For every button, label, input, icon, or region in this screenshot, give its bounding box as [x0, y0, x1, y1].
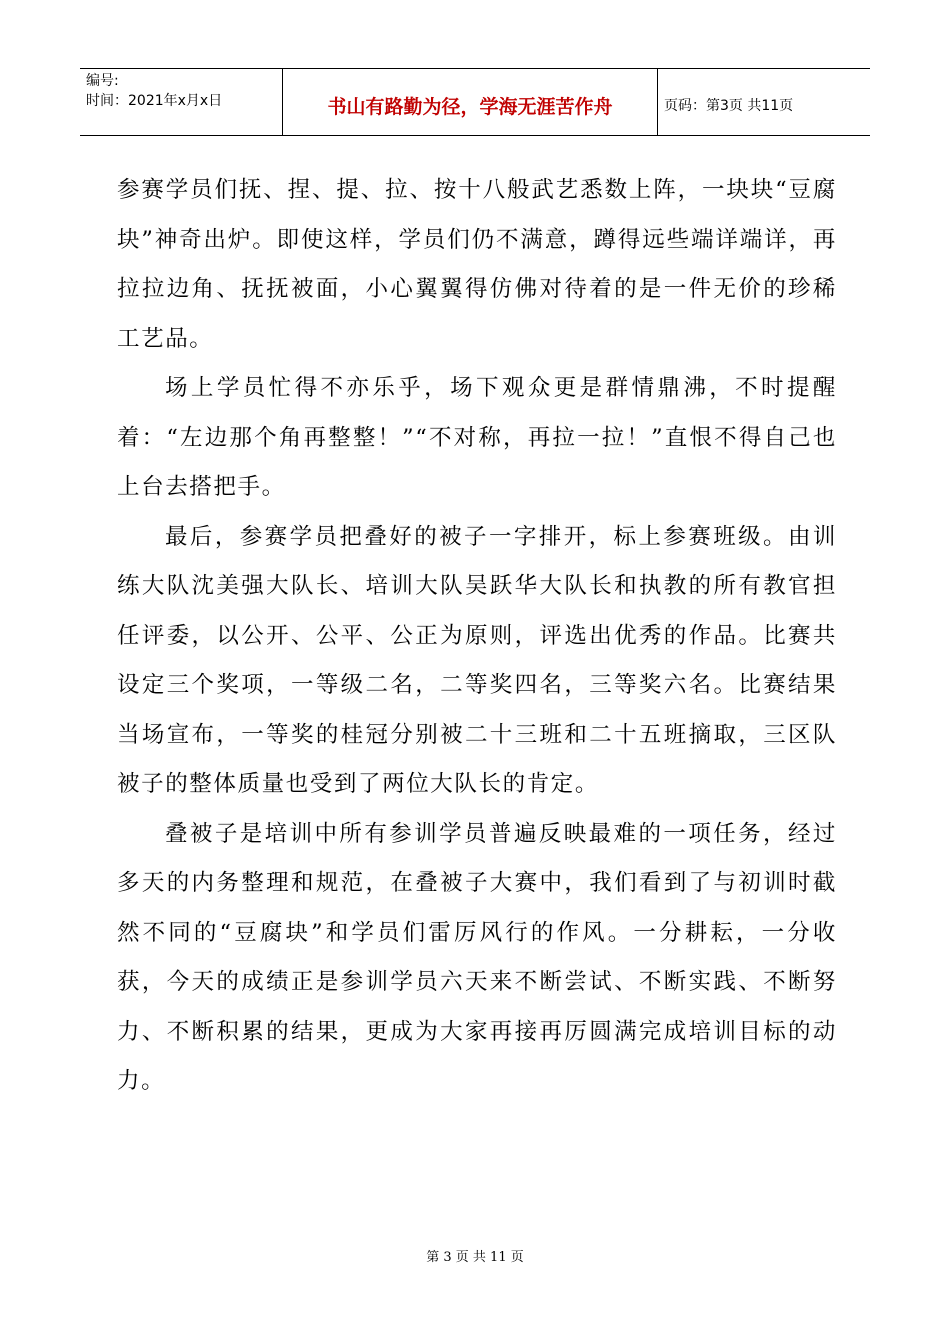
serial-label: 编号: [86, 73, 119, 89]
paragraph: 参赛学员们抚、捏、提、拉、按十八般武艺悉数上阵，一块块“豆腐块”神奇出炉。即使这样，学员们仍不满意，蹲得远些端详端详，再拉拉边角、抚抚被面，小心翼翼得仿佛对待着的是一件无价的珍稀工艺品。 [117, 177, 837, 352]
page-footer: 第 3 页 共 11 页 [426, 1250, 524, 1265]
document-body [117, 166, 837, 1107]
time-label: 时间：2021年x月x日 [86, 93, 223, 109]
header-page-code: 页码：第3页 共11页 [664, 98, 794, 114]
header-meta [80, 69, 283, 135]
paragraph: 叠被子是培训中所有参训学员普遍反映最难的一项任务，经过多天的内务整理和规范，在叠被子大赛中，我们看到了与初训时截然不同的“豆腐块”和学员们雷厉风行的作风。一分耕耘，一分收获，今天的成绩正是参训学员六天来不断尝试、不断实践、不断努力、不断积累的结果，更成为大家再接再厉圆满完成培训目标的动力。 [117, 820, 837, 1094]
header-motto: 书山有路勤为径，学海无涯苦作舟 [283, 69, 658, 135]
paragraph: 最后，参赛学员把叠好的被子一字排开，标上参赛班级。由训练大队沈美强大队长、培训大队吴跃华大队长和执教的所有教官担任评委，以公开、公平、公正为原则，评选出优秀的作品。比赛共设定三个奖项，一等级二名，二等奖四名，三等奖六名。比赛结果当场宣布，一等奖的桂冠分别被二十三班和二十五班摘取，三区队被子的整体质量也受到了两位大队长的肯定。 [117, 523, 837, 797]
paragraph: 场上学员忙得不亦乐乎，场下观众更是群情鼎沸，不时提醒着：“左边那个角再整整！”“不对称，再拉一拉！”直恨不得自己也上台去搭把手。 [117, 375, 837, 500]
page-header [80, 68, 870, 136]
